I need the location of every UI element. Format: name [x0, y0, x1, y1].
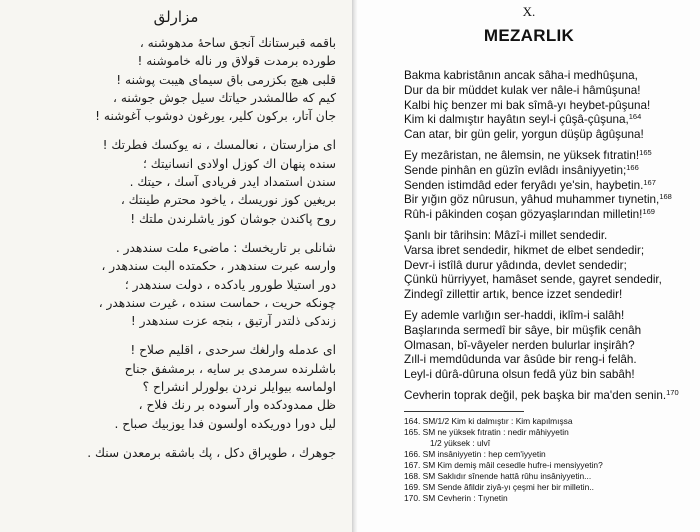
- verse-line: [404, 229, 694, 244]
- footnote-marker[interactable]: 167: [643, 177, 656, 187]
- verse-line: [404, 113, 694, 128]
- verse-text: Ey ademle varlığın ser-haddi, iklîm-i salâh!: [404, 308, 625, 322]
- ottoman-verse-line: باقمه قبرستانك آنجق ساحهٔ مدهوشنه ،: [139, 36, 336, 50]
- ottoman-poem: [18, 34, 336, 462]
- footnote: 164. SM/1/2 Kim ki dalmıştır : Kim kapılmışsa: [404, 416, 573, 426]
- ottoman-verse-line: كیم كه طالمشدر حیاتك سیل جوش جوشنه ،: [113, 90, 336, 105]
- ottoman-verse-line: ای مزارستان ، نعالمسك ، نه یوكسك فطرتك !: [102, 138, 336, 153]
- verse-line: [404, 208, 694, 223]
- footnote: 165. SM ne yüksek fıtratin : nedir mâhiyyetin: [404, 427, 569, 437]
- footnote: 1/2 yüksek : ulvî: [430, 438, 491, 448]
- verse-text: Zindegî zillettir artık, bence izzet sendedir!: [404, 288, 623, 302]
- verse-text: Ey mezâristan, ne âlemsin, ne yüksek fıtratin!: [404, 148, 640, 162]
- verse-text: Leyl-i dûrâ-dûruna olsun fedâ yüz bin sabâh!: [404, 368, 635, 382]
- stanza-gap: [18, 125, 336, 136]
- ottoman-verse-line: اولماسه بیوایلر نردن بولورلر انشراح ؟: [142, 380, 336, 395]
- latin-page: [358, 0, 700, 532]
- verse-line: [404, 179, 694, 194]
- verse-text: Varsa ibret sendedir, hikmet de elbet sendedir;: [404, 243, 645, 257]
- verse-text: Rûh-i pâkinden coşan gözyaşlarından milletin!: [404, 208, 643, 222]
- footnote: 170. SM Cevherin : Tıynetin: [404, 493, 508, 503]
- ottoman-verse-line: روح پاكندن جوشان كوز یاشلرندن ملتك !: [130, 211, 336, 226]
- ottoman-verse-line: جوهرك ، طوپراق دكل ، پك باشقه برمعدن سنك .: [87, 445, 336, 460]
- stanza: [404, 69, 694, 143]
- footnote: 167. SM Kim demiş mâil cesedle hufre-i mensiyyetin?: [404, 460, 603, 470]
- verse-line: [404, 244, 694, 259]
- verse-text: Bakma kabristânın ancak sâha-i medhûşuna,: [404, 69, 638, 82]
- ottoman-verse-line: قلبی هیچ بكزرمی باق سیمای هیبت پوشنه !: [116, 72, 336, 87]
- ottoman-verse-line: طورده برمدت قولاق ور ناله خاموشنه !: [137, 54, 336, 69]
- verse-text: Dur da bir müddet kulak ver nâle-i hâmûşuna!: [404, 83, 641, 97]
- verse-line: [404, 128, 694, 143]
- verse-text: Can atar, bir gün gelir, yorgun düşüp âgûşuna!: [404, 128, 644, 142]
- stanza: [404, 309, 694, 383]
- verse-text: Başlarında sermedî bir sâye, bir müşfik cenâh: [404, 323, 642, 337]
- ottoman-verse-line: وارسه عبرت سندهدر ، حكمتده البت سندهدر ،: [101, 259, 336, 274]
- latin-poem: [404, 69, 694, 410]
- chapter-title: MEZARLIK: [483, 26, 575, 45]
- verse-text: Senden istimdâd eder feryâdı ye'sin, haybetin.: [404, 178, 644, 192]
- footnote-marker[interactable]: 169: [642, 207, 655, 217]
- footnotes: [404, 416, 696, 504]
- footnote: 168. SM Saklıdır sînende hattâ rûhu insâniyyetin...: [404, 471, 592, 481]
- ottoman-verse-line: زندكی ذلتدر آرتیق ، بنجه عزت سندهدر !: [130, 314, 336, 329]
- stanza-gap: [18, 330, 336, 341]
- verse-text: Olmasan, bî-vâyeler nerden bulurlar inşirâh?: [404, 338, 635, 352]
- verse-line: [404, 193, 694, 208]
- ottoman-verse-line: چونكه حریت ، حماست سنده ، غیرت سندهدر ،: [98, 295, 336, 310]
- verse-line: [404, 339, 694, 354]
- footnote-marker[interactable]: 170: [666, 387, 679, 397]
- ottoman-verse-line: لیل دورا دوریكده اولسون فدا یوزبیك صباح .: [114, 416, 336, 431]
- ottoman-verse-line: ظل ممدودكده وار آسوده بر رنك فلاح ،: [138, 398, 336, 413]
- verse-line: [404, 368, 694, 383]
- verse-line: [404, 309, 694, 324]
- footnote-marker[interactable]: 166: [626, 162, 639, 172]
- ottoman-verse-line: دور استیلا طورور یادكده ، دولت سندهدر ؛: [124, 277, 336, 292]
- ottoman-verse-line: ای عدمله وارلغك سرحدی ، اقلیم صلاح !: [130, 343, 336, 358]
- verse-line: [404, 84, 694, 99]
- verse-line: [404, 259, 694, 274]
- footnote: 166. SM insâniyyetin : hep cem'iyyetin: [404, 449, 546, 459]
- verse-text: Bir yığın göz nûrusun, yâhud muhammer tıynetin,: [404, 193, 660, 207]
- verse-text: Çünkü hürriyyet, hamâset sende, gayret sendedir,: [404, 273, 662, 287]
- stanza: [404, 389, 694, 404]
- footnote-marker[interactable]: 168: [659, 192, 672, 202]
- verse-text: Kim ki dalmıştır hayâtın seyl-i çûşâ-çûşuna,: [404, 113, 629, 127]
- stanza: [404, 149, 694, 223]
- verse-line: [404, 324, 694, 339]
- ottoman-verse-line: سندن استمداد ایدر فریادی آسك ، حیتك .: [129, 175, 336, 190]
- footnote-marker[interactable]: 164: [628, 112, 642, 122]
- verse-text: Sende pinhân en güzîn evlâdı insâniyyetin;: [404, 163, 627, 177]
- chapter-number: X.: [522, 4, 536, 19]
- ottoman-verse-line: سنده پنهان اك كوزل اولادی انسانیتك ؛: [143, 156, 336, 171]
- verse-text: Şanlı bir târihsin: Mâzî-i millet sendedir.: [404, 228, 608, 242]
- verse-line: [404, 389, 694, 404]
- ottoman-verse-line: جان آتار، بركون كلیر، یورغون دوشوب آغوشنه !: [95, 109, 336, 124]
- footnote-divider: [404, 411, 524, 412]
- verse-text: Devr-i istîlâ durur yâdında, devlet sendedir;: [404, 258, 627, 272]
- ottoman-verse-line: شانلی بر تاریخسك : ماضیء ملت سندهدر .: [115, 240, 336, 255]
- verse-line: [404, 288, 694, 303]
- verse-line: [404, 164, 694, 179]
- stanza-gap: [18, 433, 336, 444]
- verse-line: [404, 149, 694, 164]
- footnote-marker[interactable]: 165: [639, 147, 652, 157]
- stanza-gap: [18, 228, 336, 239]
- verse-text: Cevherin toprak değil, pek başka bir ma'den senin.: [404, 388, 667, 402]
- verse-text: Kalbi hiç benzer mi bak sîmâ-yı heybet-pûşuna!: [404, 98, 651, 112]
- verse-line: [404, 99, 694, 114]
- verse-line: [404, 273, 694, 288]
- verse-line: [404, 353, 694, 368]
- ottoman-verse-line: بریغین كوز نوریسك ، یاخود محترم طینتك ،: [120, 193, 336, 208]
- footnote: 169. SM Sende âfildir ziyâ-yı çeşmi her bir milletin..: [404, 482, 594, 492]
- verse-text: Zıll-i memdûdunda var âsûde bir reng-i felâh.: [404, 353, 637, 367]
- ottoman-verse-line: باشلرنده سرمدی بر سایه ، برمشفق جناح: [124, 361, 336, 376]
- stanza: [404, 229, 694, 303]
- verse-line: [404, 69, 694, 84]
- ottoman-title: مزارلق: [153, 8, 199, 26]
